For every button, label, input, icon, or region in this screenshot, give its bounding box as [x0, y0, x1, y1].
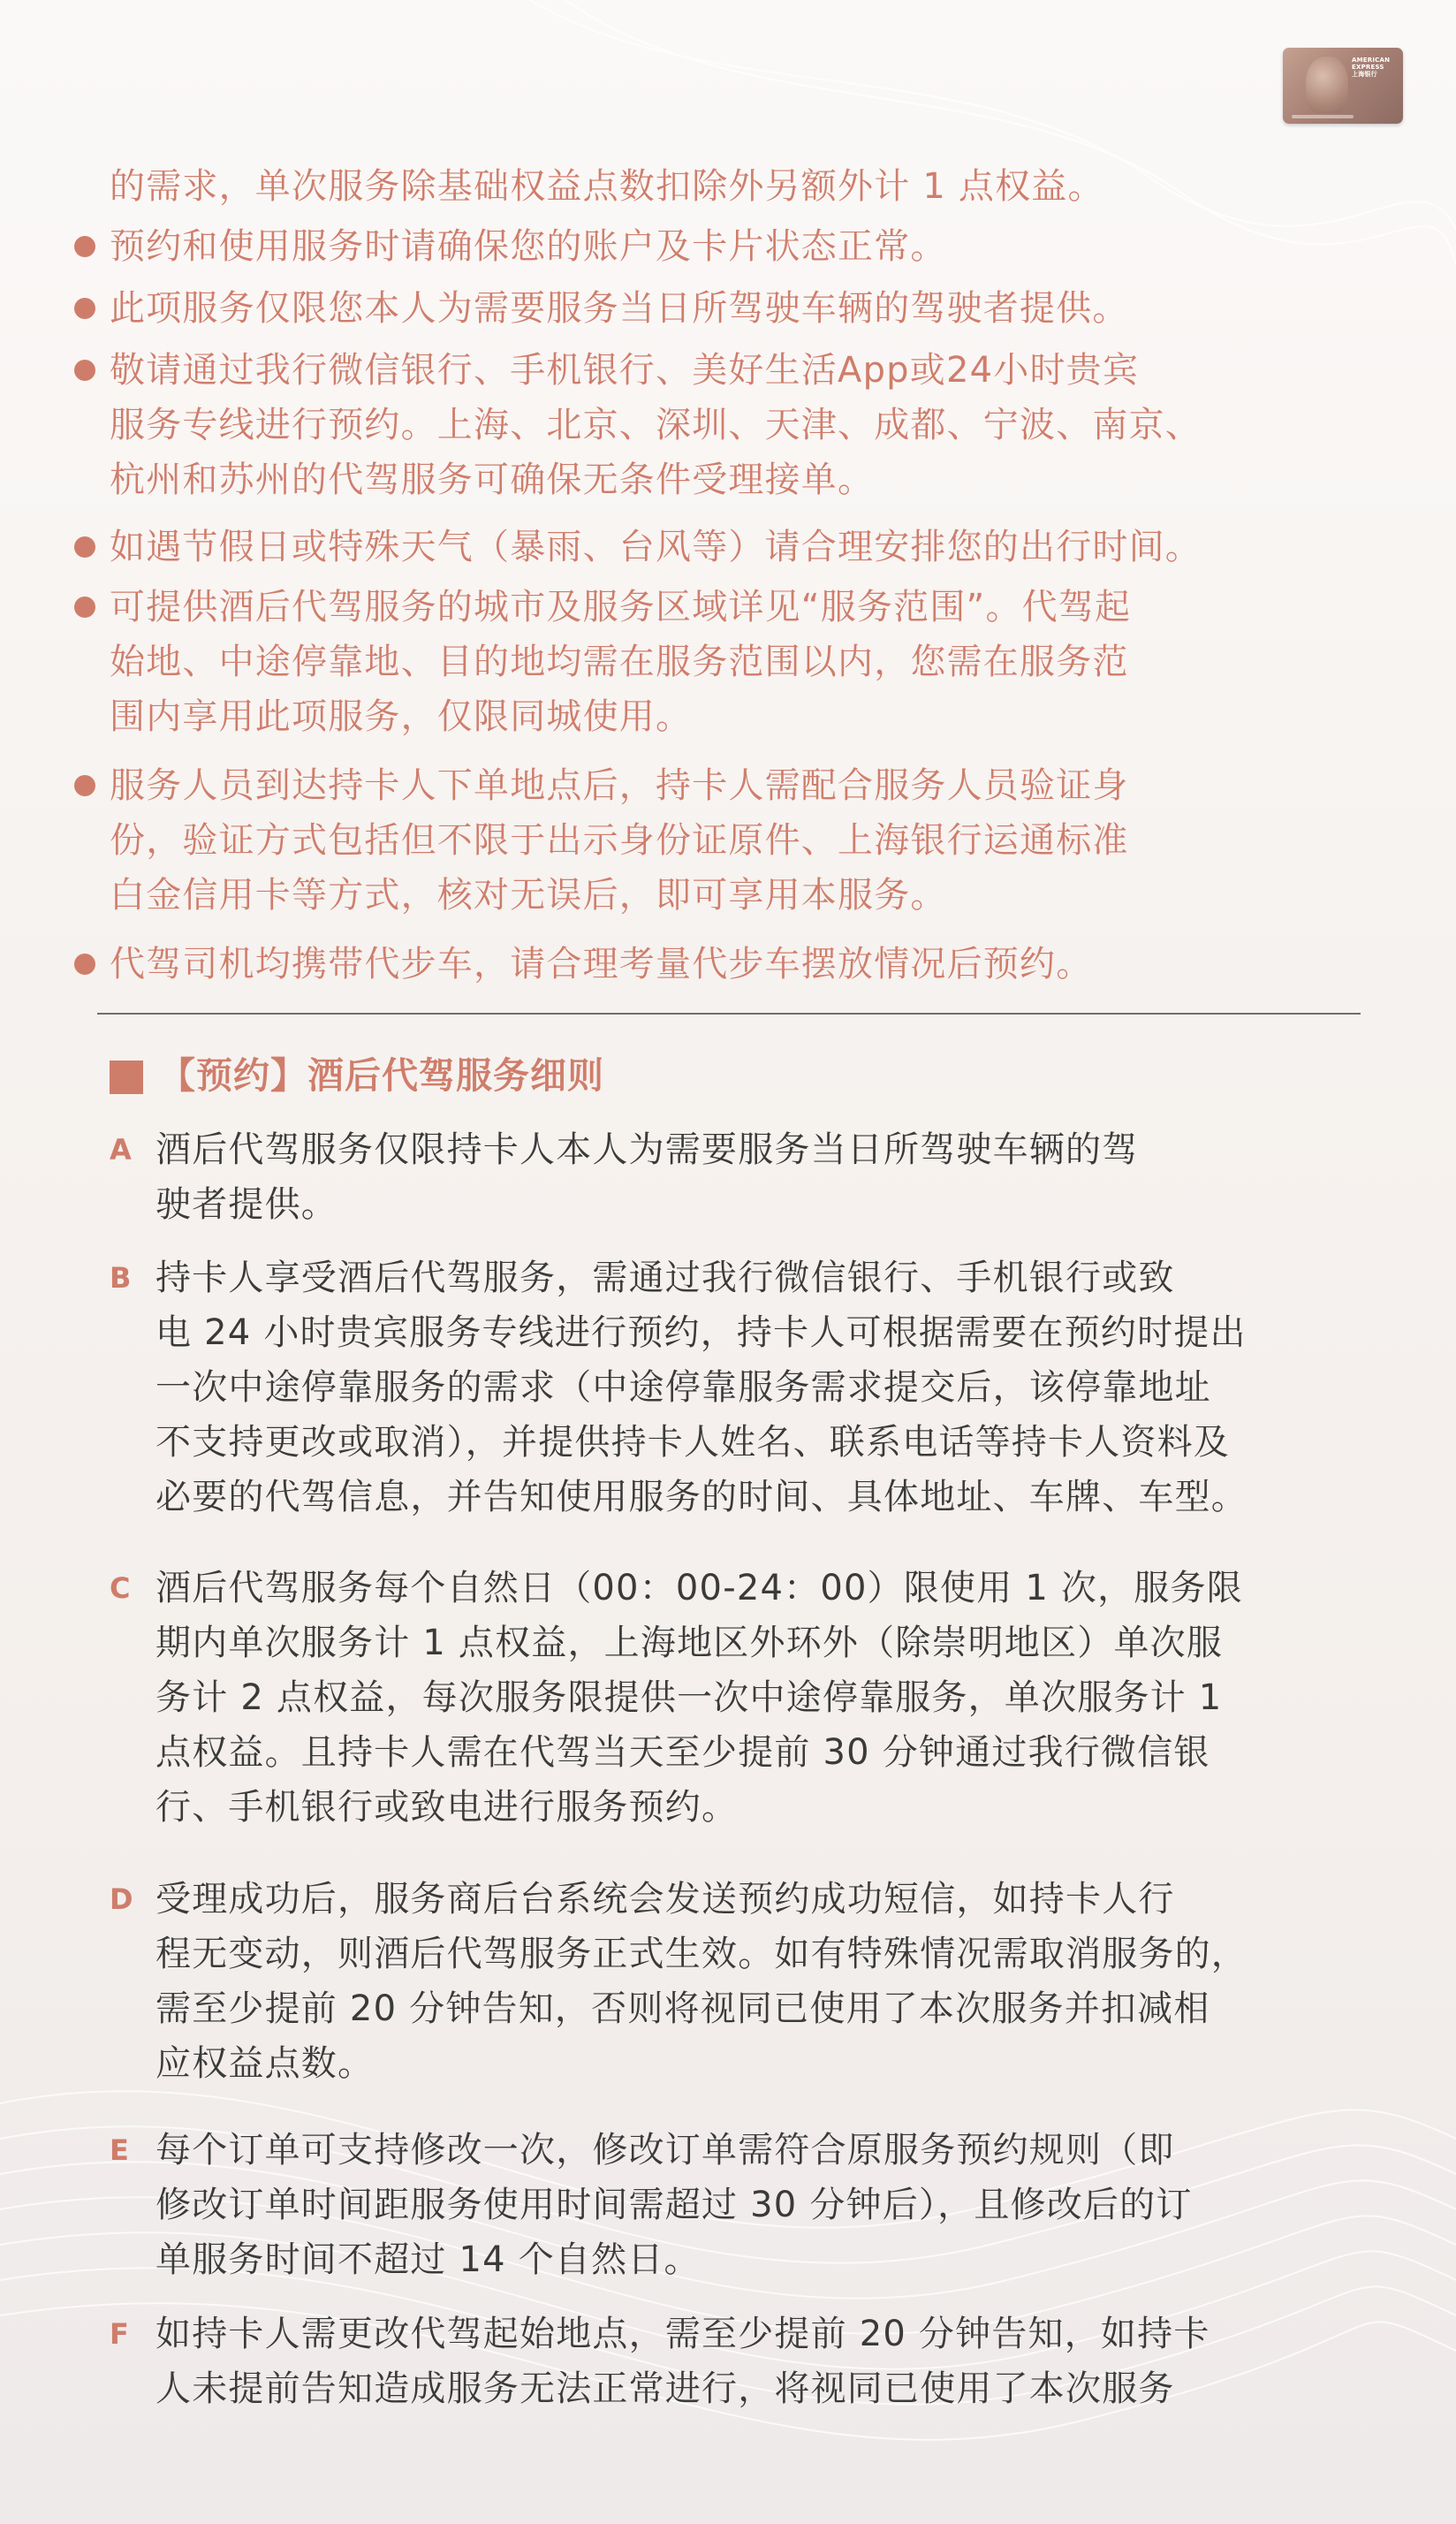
rule-item-d	[110, 1872, 1392, 2091]
card-portrait-image	[1306, 57, 1348, 113]
rule-letter: B	[110, 1261, 133, 1295]
rule-text: 期内单次服务计 1 点权益，上海地区外环外（除崇明地区）单次服	[155, 1623, 1224, 1663]
bullet-dot	[74, 298, 95, 319]
rule-text: 不支持更改或取消），并提供持卡人姓名、联系电话等持卡人资料及	[155, 1422, 1230, 1463]
bullet-text: 可提供酒后代驾服务的城市及服务区域详见“服务范围”。代驾起	[110, 587, 1132, 627]
bullet-dot	[74, 954, 95, 975]
section-square-icon	[110, 1061, 143, 1094]
card-brand-text: AMERICAN EXPRESS 上海银行	[1352, 57, 1391, 78]
rule-item-c	[110, 1561, 1392, 1835]
rule-text: 程无变动，则酒后代驾服务正式生效。如有特殊情况需取消服务的，	[155, 1934, 1247, 1974]
section-divider	[97, 1013, 1361, 1015]
rule-text: 一次中途停靠服务的需求（中途停靠服务需求提交后，该停靠地址	[155, 1367, 1211, 1408]
bullet-dot	[74, 360, 95, 381]
bullet-text: 如遇节假日或特殊天气（暴雨、台风等）请合理安排您的出行时间。	[110, 527, 1202, 567]
bullet-text: 白金信用卡等方式，核对无误后，即可享用本服务。	[110, 875, 947, 916]
rule-letter: C	[110, 1571, 132, 1605]
rule-text: 点权益。且持卡人需在代驾当天至少提前 30 分钟通过我行微信银	[155, 1732, 1210, 1773]
bullet-text: 份，验证方式包括但不限于出示身份证原件、上海银行运通标准	[110, 820, 1129, 861]
rule-text: 酒后代驾服务仅限持卡人本人为需要服务当日所驾驶车辆的驾	[155, 1129, 1139, 1170]
rule-text: 如持卡人需更改代驾起始地点，需至少提前 20 分钟告知，如持卡	[155, 2314, 1210, 2354]
bullet-text: 敬请通过我行微信银行、手机银行、美好生活App或24小时贵宾	[110, 350, 1140, 391]
bullet-text: 代驾司机均携带代步车，请合理考量代步车摆放情况后预约。	[110, 944, 1093, 985]
rule-text: 必要的代驾信息，并告知使用服务的时间、具体地址、车牌、车型。	[155, 1477, 1247, 1517]
rule-text: 需至少提前 20 分钟告知，否则将视同已使用了本次服务并扣减相	[155, 1988, 1210, 2029]
rule-text: 酒后代驾服务每个自然日（00：00-24：00）限使用 1 次，服务限	[155, 1568, 1243, 1608]
rule-item-f	[110, 2307, 1392, 2416]
rule-item-a	[110, 1122, 1392, 1232]
bullet-dot	[74, 775, 95, 796]
rule-text: 驶者提供。	[155, 1184, 337, 1225]
bullet-text: 服务专线进行预约。上海、北京、深圳、天津、成都、宁波、南京、	[110, 405, 1202, 445]
bullet-item	[110, 937, 1382, 992]
rule-letter: A	[110, 1133, 133, 1167]
bullet-item	[110, 281, 1382, 336]
bullet-item	[110, 580, 1382, 744]
rule-text: 修改订单时间距服务使用时间需超过 30 分钟后），且修改后的订	[155, 2185, 1193, 2225]
bullet-text: 始地、中途停靠地、目的地均需在服务范围以内，您需在服务范	[110, 642, 1129, 682]
bullet-item	[110, 520, 1382, 574]
bullet-text: 杭州和苏州的代驾服务可确保无条件受理接单。	[110, 460, 875, 500]
bullet-item	[110, 219, 1382, 274]
bullet-dot	[74, 236, 95, 257]
rule-text: 人未提前告知造成服务无法正常进行，将视同已使用了本次服务	[155, 2368, 1175, 2409]
bullet-item	[110, 758, 1382, 923]
rule-text: 应权益点数。	[155, 2043, 375, 2084]
bullet-dot	[74, 597, 95, 618]
bullet-dot	[74, 536, 95, 558]
rule-text: 电 24 小时贵宾服务专线进行预约，持卡人可根据需要在预约时提出	[155, 1312, 1247, 1353]
notes-continuation	[110, 159, 1382, 214]
bullet-text: 围内享用此项服务，仅限同城使用。	[110, 696, 693, 737]
bullet-text: 预约和使用服务时请确保您的账户及卡片状态正常。	[110, 226, 947, 267]
bullet-item	[110, 343, 1382, 507]
rule-text: 受理成功后，服务商后台系统会发送预约成功短信，如持卡人行	[155, 1879, 1175, 1920]
rule-letter: E	[110, 2133, 131, 2167]
card-number-strip	[1292, 115, 1354, 118]
rule-item-e	[110, 2123, 1392, 2287]
rule-text: 持卡人享受酒后代驾服务，需通过我行微信银行、手机银行或致	[155, 1258, 1175, 1298]
rule-letter: D	[110, 1882, 134, 1916]
rule-text: 行、手机银行或致电进行服务预约。	[155, 1787, 739, 1828]
rule-letter: F	[110, 2317, 131, 2351]
bullet-text: 服务人员到达持卡人下单地点后，持卡人需配合服务人员验证身	[110, 765, 1129, 806]
section-title: 【预约】酒后代驾服务细则	[159, 1054, 604, 1097]
rule-item-b	[110, 1251, 1392, 1524]
rule-text: 每个订单可支持修改一次，修改订单需符合原服务预约规则（即	[155, 2130, 1175, 2170]
rule-text: 单服务时间不超过 14 个自然日。	[155, 2239, 701, 2280]
notes-continuation-text: 的需求，单次服务除基础权益点数扣除外另额外计 1 点权益。	[110, 166, 1104, 207]
credit-card-logo	[1283, 48, 1403, 124]
bullet-text: 此项服务仅限您本人为需要服务当日所驾驶车辆的驾驶者提供。	[110, 288, 1129, 329]
rule-text: 务计 2 点权益，每次服务限提供一次中途停靠服务，单次服务计 1	[155, 1677, 1223, 1718]
